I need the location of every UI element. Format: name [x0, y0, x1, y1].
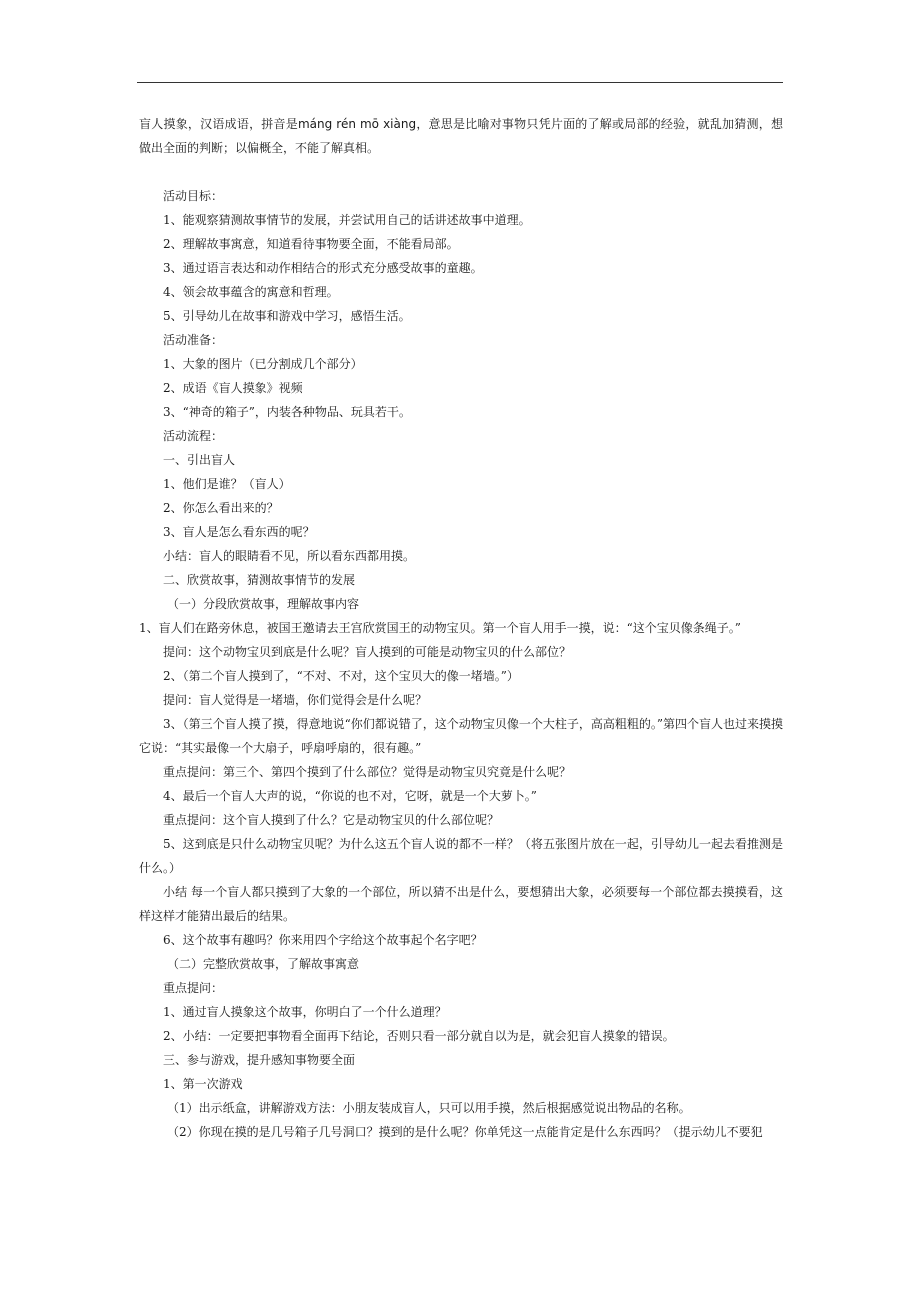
section-heading: 活动准备： — [163, 333, 224, 347]
question-text: 重点提问：第三个、第四个摸到了什么部位？觉得是动物宝贝究竟是什么呢？ — [163, 765, 572, 779]
list-item: （2）你现在摸的是几号箱子几号洞口？摸到的是什么呢？你单凭这一点能肯定是什么东西吗？（提示幼儿不要犯 — [167, 1125, 763, 1139]
question-text: 6、这个故事有趣吗？你来用四个字给这个故事起个名字吧？ — [163, 933, 483, 947]
list-item: 1、大象的图片（已分割成几个部分） — [163, 357, 363, 371]
intro-pre: 盲人摸象，汉语成语，拼音是 — [139, 117, 298, 131]
list-item: 1、他们是谁？（盲人） — [163, 477, 291, 491]
list-item: 3、盲人是怎么看东西的呢？ — [163, 525, 315, 539]
story-paragraph: 3、（第三个盲人摸了摸，得意地说“你们都说错了，这个动物宝贝像一个大柱子，高高粗粗的。”第四个盲人也过来摸摸它说：“其实最像一个大扇子，呼扇呼扇的，很有趣。” — [139, 717, 783, 755]
subsection-heading: 三、参与游戏，提升感知事物要全面 — [163, 1053, 356, 1067]
story-paragraph: 2、（第二个盲人摸到了，“不对、不对，这个宝贝大的像一堵墙。”） — [163, 669, 519, 683]
list-item: （1）出示纸盒，讲解游戏方法：小朋友装成盲人，只可以用手摸，然后根据感觉说出物品的名称。 — [167, 1101, 691, 1115]
document-body — [139, 112, 783, 1144]
list-item: 5、引导幼儿在故事和游戏中学习，感悟生活。 — [163, 309, 411, 323]
question-text: 提问：盲人觉得是一堵墙，你们觉得会是什么呢？ — [163, 693, 428, 707]
intro-post: ，意思是比喻对事物只凭片面的了解或局部的经验，就乱加猜测，想做出全面的判断；以偏概全，不能了解真相。 — [139, 117, 783, 155]
list-item: 1、通过盲人摸象这个故事，你明白了一个什么道理？ — [163, 1005, 447, 1019]
subsection-heading: （一）分段欣赏故事，理解故事内容 — [167, 597, 360, 611]
list-item: 2、理解故事寓意，知道看待事物要全面，不能看局部。 — [163, 237, 459, 251]
question-text: 提问：这个动物宝贝到底是什么呢？盲人摸到的可能是动物宝贝的什么部位？ — [163, 645, 572, 659]
intro-paragraph — [139, 112, 783, 160]
section-heading: 活动流程： — [163, 429, 224, 443]
summary-text: 小结 每一个盲人都只摸到了大象的一个部位，所以猜不出是什么，要想猜出大象，必须要每一个部位都去摸摸看，这样这样才能猜出最后的结果。 — [139, 885, 783, 923]
list-item: 4、领会故事蕴含的寓意和哲理。 — [163, 285, 339, 299]
story-paragraph: 4、最后一个盲人大声的说，“你说的也不对，它呀，就是一个大萝卜。” — [163, 789, 537, 803]
subsection-heading: 一、引出盲人 — [163, 453, 236, 467]
section-heading: 活动目标： — [163, 189, 224, 203]
intro-pinyin: máng rén mō xiàng — [297, 117, 417, 131]
list-item: 3、通过语言表达和动作相结合的形式充分感受故事的童趣。 — [163, 261, 483, 275]
list-item: 1、能观察猜测故事情节的发展，并尝试用自己的话讲述故事中道理。 — [163, 213, 531, 227]
story-paragraph: 5、这到底是只什么动物宝贝呢？为什么这五个盲人说的都不一样？（将五张图片放在一起，引导幼儿一起去看推测是什么。） — [139, 837, 783, 875]
list-item: 1、第一次游戏 — [163, 1077, 243, 1091]
header-rule — [137, 82, 783, 83]
list-item: 3、“神奇的箱子”，内装各种物品、玩具若干。 — [163, 405, 411, 419]
subsection-heading: （二）完整欣赏故事，了解故事寓意 — [167, 957, 360, 971]
paragraph-gap — [139, 160, 783, 184]
story-paragraph: 1、盲人们在路旁休息，被国王邀请去王宫欣赏国王的动物宝贝。第一个盲人用手一摸，说：“这个宝贝像条绳子。” — [139, 621, 741, 635]
summary-text: 小结：盲人的眼睛看不见，所以看东西都用摸。 — [163, 549, 416, 563]
question-text: 重点提问：这个盲人摸到了什么？它是动物宝贝的什么部位呢？ — [163, 813, 500, 827]
list-item: 2、你怎么看出来的？ — [163, 501, 279, 515]
list-item: 2、成语《盲人摸象》视频 — [163, 381, 303, 395]
list-item: 2、小结：一定要把事物看全面再下结论，否则只看一部分就自以为是，就会犯盲人摸象的错误。 — [163, 1029, 675, 1043]
subsection-heading: 二、欣赏故事，猜测故事情节的发展 — [163, 573, 356, 587]
question-text: 重点提问： — [163, 981, 224, 995]
